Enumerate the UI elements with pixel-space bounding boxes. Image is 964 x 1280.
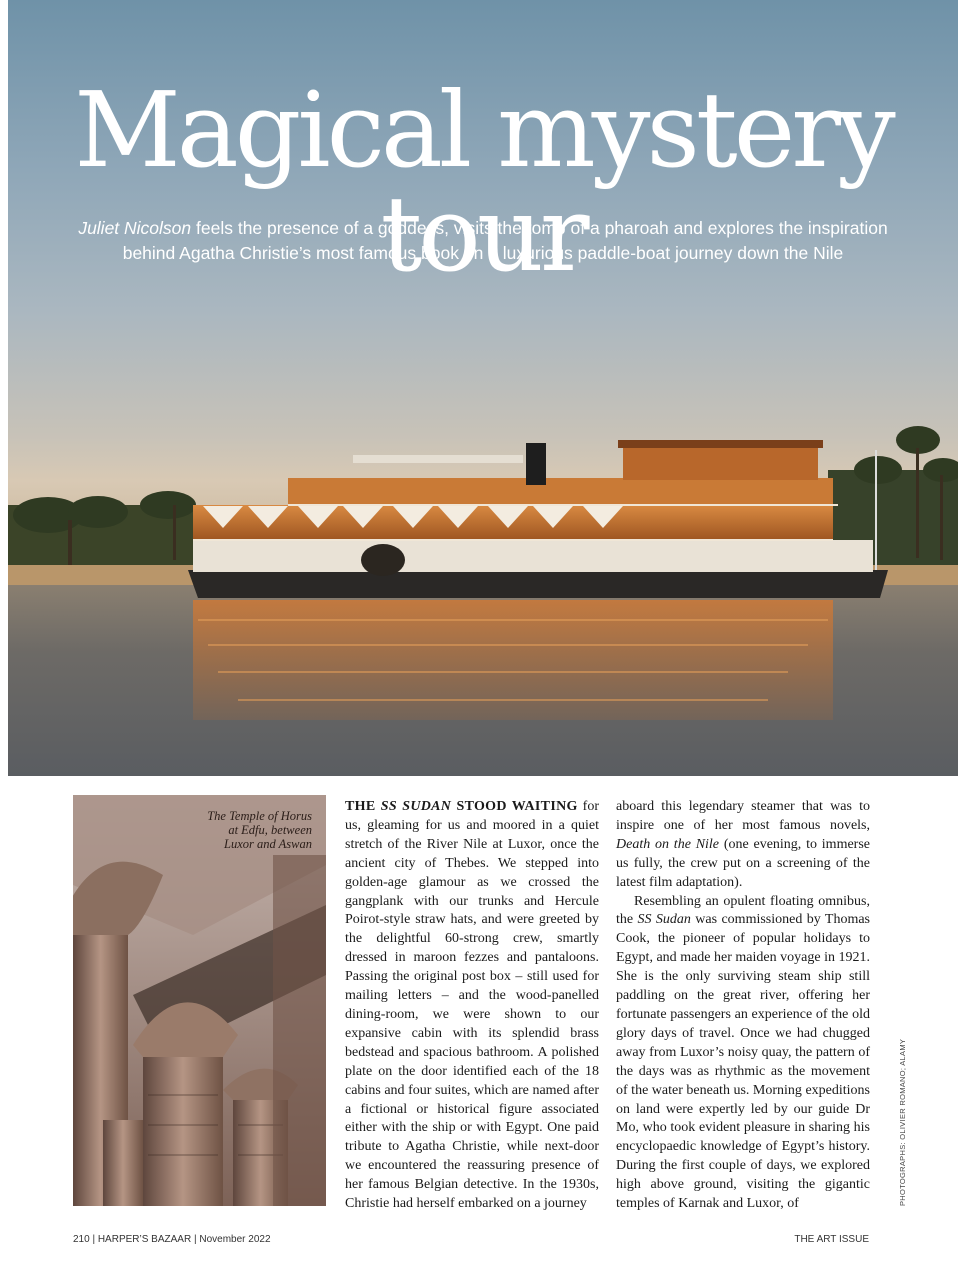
section-label: THE ART ISSUE — [794, 1234, 869, 1245]
body-column-2 — [616, 798, 870, 1214]
lede-prefix: THE — [345, 799, 381, 814]
temple-columns-illustration — [73, 795, 326, 1206]
lede-ship-name: SS SUDAN — [380, 799, 452, 814]
paragraph — [616, 893, 870, 1214]
standfirst — [78, 216, 888, 266]
paragraph-text: aboard this legendary steamer that was to inspire one of her most famous novels, — [616, 799, 870, 833]
headline: Magical mystery tour — [74, 69, 892, 295]
paragraph-text: (one evening, to immerse us fully, the crew put on a screening of the latest film adaptation). — [616, 836, 870, 890]
book-title: Death on the Nile — [616, 836, 720, 852]
paragraph — [616, 798, 870, 893]
ship-name: SS Sudan — [637, 912, 691, 928]
palm-trees-left — [8, 491, 208, 565]
paragraph — [345, 798, 599, 1214]
standfirst-author: Juliet Nicolson — [78, 218, 192, 238]
paddle-steamer — [188, 440, 888, 598]
paragraph-text: was commissioned by Thomas Cook, the pioneer of popular holidays to Egypt, and made her maiden voyage in 1921. She is the only surviving steam ship still paddling on the great river, offering her fortunate passengers an experience of the old glory days of travel. Once we had chugged away from Luxor’s noisy quay, the pattern of the days was as rhythmic as the movement of the water beneath us. Morning expeditions on land were expertly led by our guide Dr Mo, who took evident pleasure in sharing his encyclopaedic knowledge of Egypt’s history. During the first couple of days, we explored high above ground, visiting the gigantic temples of Karnak and Luxor, of — [616, 912, 870, 1212]
lede-suffix: STOOD WAITING — [451, 799, 578, 814]
hero-photo — [8, 0, 958, 776]
paragraph-text: Resembling an opulent floating omnibus, the — [616, 893, 870, 928]
page-folio: 210 | HARPER’S BAZAAR | November 2022 — [73, 1234, 271, 1245]
photo-caption: The Temple of Horus at Edfu, between Luxor and Aswan — [207, 809, 312, 851]
paragraph-text: for us, gleaming for us and moored in a quiet stretch of the River Nile at Luxor, once the ancient city of Thebes. We stepped into golden-age glamour as we crossed the gangplank with our trunks and Hercule Poirot-style straw hats, and were greeted by the delightful 60-strong crew, smartly dressed in maroon fezzes and pantaloons. Passing the original post box – still used for mailing letters – and the wood-panelled dining-room, we were shown to our expansive cabin with its splendid brass bedstead and spacious bathroom. A polished plate on the door identified each of the 18 cabins and four suites, which are named after a fictional or historical figure associated either with the ship or with Egypt. One paid tribute to Agatha Christie, while next-door we encountered the reassuring presence of her famous Belgian detective. In the 1930s, Christie had herself embarked on a journey — [345, 799, 599, 1212]
standfirst-text: feels the presence of a goddess, visits the tomb of a pharoah and explores the inspiration behind Agatha Christie’s most famous book on a luxurious paddle-boat journey down the Nile — [122, 218, 888, 263]
photo-credit: PHOTOGRAPHS: OLIVIER ROMANO; ALAMY — [898, 1038, 907, 1206]
temple-photo — [73, 795, 326, 1206]
body-column-1 — [345, 798, 599, 1214]
